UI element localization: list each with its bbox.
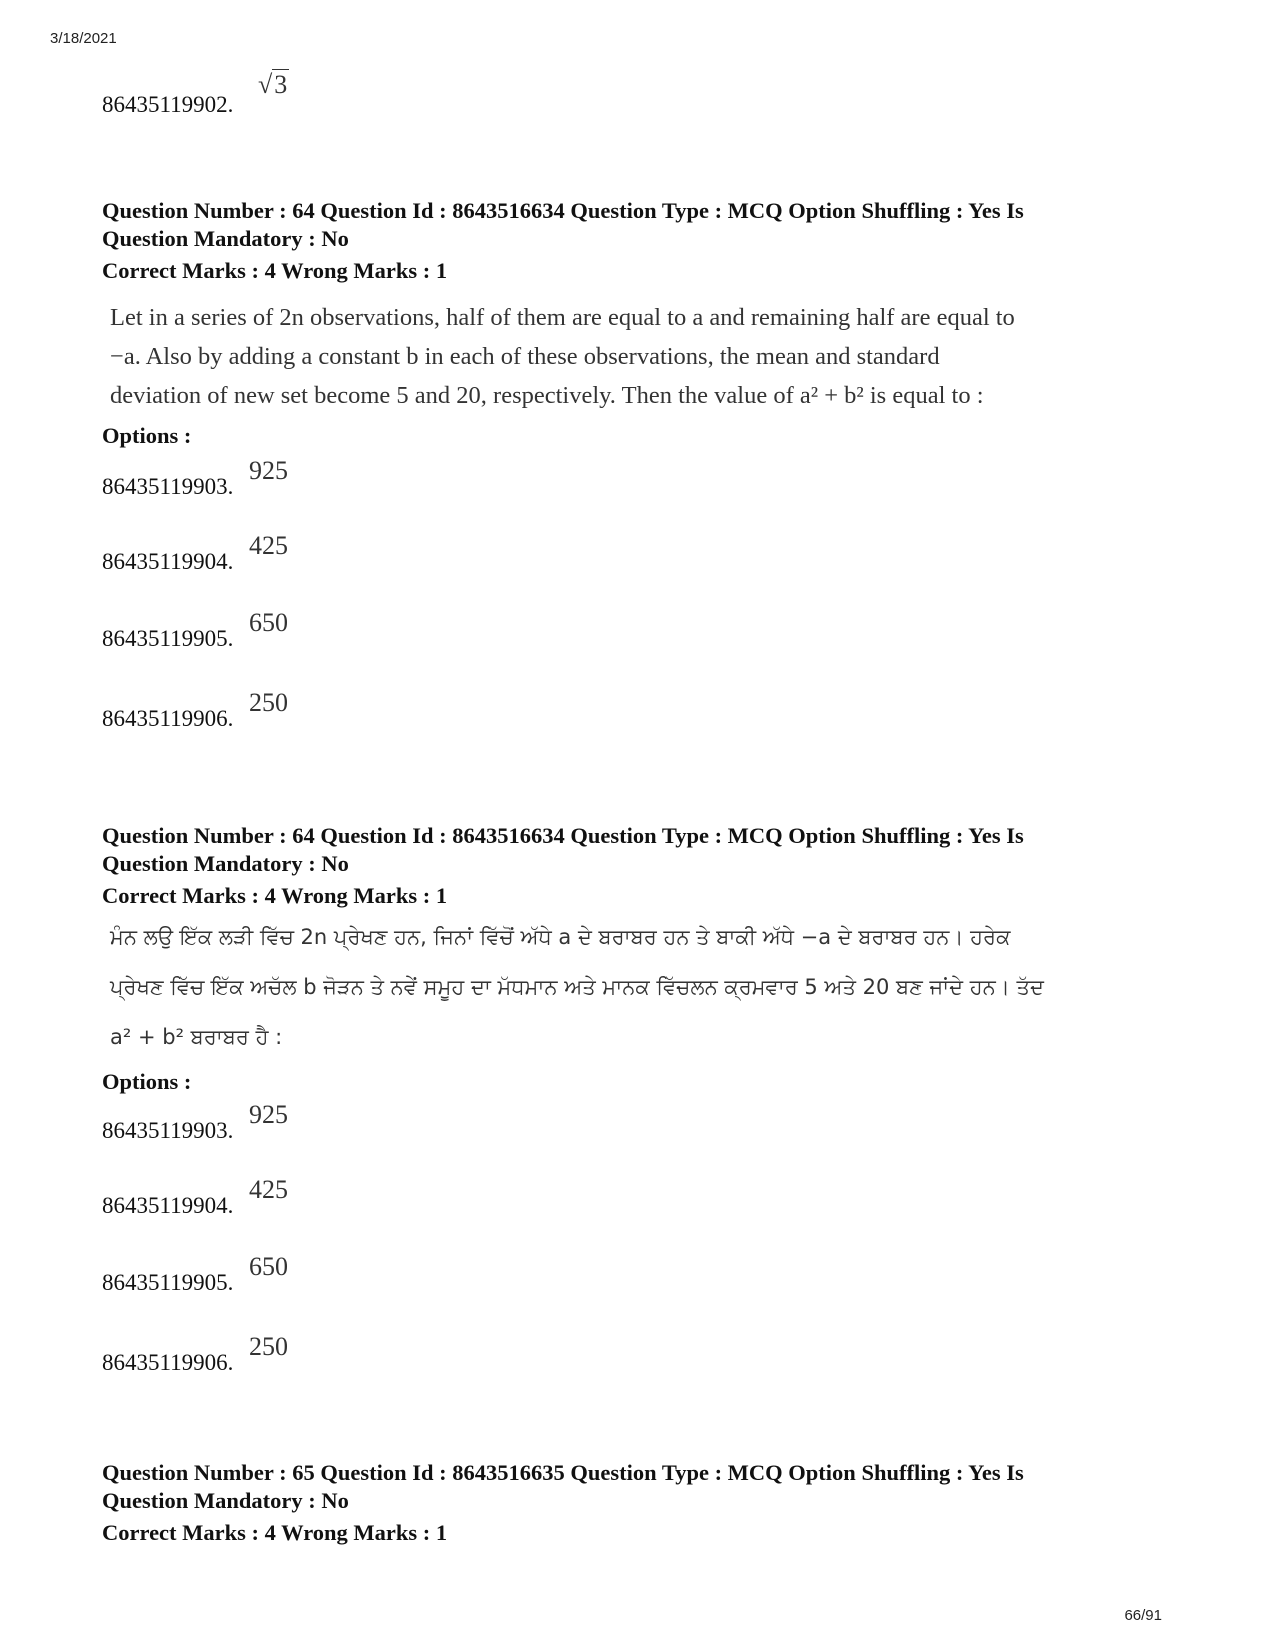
- option-value: 925: [249, 1100, 288, 1129]
- option-id: 86435119903.: [102, 1118, 234, 1143]
- option-row: [102, 1175, 502, 1233]
- option-value: 650: [249, 1252, 288, 1281]
- option-id: 86435119904.: [102, 549, 234, 574]
- option-row: [102, 1252, 502, 1310]
- question-meta-line2: Question Mandatory : No: [102, 1488, 349, 1513]
- option-id: 86435119905.: [102, 1270, 234, 1295]
- question-header: [102, 1459, 1182, 1515]
- options-label: Options :: [102, 1069, 192, 1094]
- question-text-line: deviation of new set become 5 and 20, respectively. Then the value of a² + b² is equal to :: [110, 382, 984, 409]
- option-row: [102, 608, 502, 666]
- option-id: 86435119905.: [102, 626, 234, 651]
- question-marks: Correct Marks : 4 Wrong Marks : 1: [102, 1520, 448, 1545]
- option-value: 425: [249, 1175, 288, 1204]
- question-meta-line1: Question Number : 64 Question Id : 8643516634 Question Type : MCQ Option Shuffling : Yes Is: [102, 198, 1024, 223]
- option-id: 86435119904.: [102, 1193, 234, 1218]
- option-value: 425: [249, 531, 288, 560]
- option-value: 250: [249, 688, 288, 717]
- question-text-line: Let in a series of 2n observations, half of them are equal to a and remaining half are equal to: [110, 304, 1015, 331]
- question-meta-line1: Question Number : 64 Question Id : 8643516634 Question Type : MCQ Option Shuffling : Yes Is: [102, 823, 1024, 848]
- question-text-line: ਪ੍ਰੇਖਣ ਵਿੱਚ ਇੱਕ ਅਚੱਲ b ਜੋੜਨ ਤੇ ਨਵੇਂ ਸਮੂਹ ਦਾ ਮੱਧਮਾਨ ਅਤੇ ਮਾਨਕ ਵਿੱਚਲਨ ਕ੍ਰਮਵਾਰ 5 ਅਤੇ 20 ਬਣ ਜਾਂਦੇ ਹਨ। ਤੱਦ: [110, 975, 1044, 999]
- option-row: [102, 92, 502, 132]
- question-header: [102, 822, 1182, 878]
- question-meta-line1: Question Number : 65 Question Id : 8643516635 Question Type : MCQ Option Shuffling : Yes Is: [102, 1460, 1024, 1485]
- option-value: 925: [249, 456, 288, 485]
- question-text: [110, 912, 1188, 1062]
- question-marks: Correct Marks : 4 Wrong Marks : 1: [102, 883, 448, 908]
- option-row: [102, 531, 502, 589]
- option-id: 86435119902.: [102, 92, 234, 117]
- print-date: 3/18/2021: [50, 30, 117, 47]
- question-meta-line2: Question Mandatory : No: [102, 851, 349, 876]
- page-number: 66/91: [1124, 1607, 1162, 1624]
- option-id: 86435119906.: [102, 706, 234, 731]
- option-id: 86435119903.: [102, 474, 234, 499]
- option-value: 650: [249, 608, 288, 637]
- option-id: 86435119906.: [102, 1350, 234, 1375]
- option-value: 250: [249, 1332, 288, 1361]
- question-text-line: ਮੰਨ ਲਉ ਇੱਕ ਲੜੀ ਵਿੱਚ 2n ਪ੍ਰੇਖਣ ਹਨ, ਜਿਨਾਂ ਵਿੱਚੋਂ ਅੱਧੇ a ਦੇ ਬਰਾਬਰ ਹਨ ਤੇ ਬਾਕੀ ਅੱਧੇ −a ਦੇ ਬਰਾਬਰ ਹਨ। ਹਰੇਕ: [110, 925, 1011, 949]
- question-marks: Correct Marks : 4 Wrong Marks : 1: [102, 258, 448, 283]
- question-text: [110, 298, 1188, 415]
- question-meta-line2: Question Mandatory : No: [102, 226, 349, 251]
- question-header: [102, 197, 1182, 253]
- option-row: [102, 1100, 502, 1158]
- option-row: [102, 688, 502, 746]
- sqrt-expression: √3: [258, 70, 288, 99]
- question-text-line: a² + b² ਬਰਾਬਰ ਹੈ :: [110, 1025, 283, 1049]
- option-row: [102, 456, 502, 514]
- question-text-line: −a. Also by adding a constant b in each of these observations, the mean and standard: [110, 343, 940, 370]
- option-row: [102, 1332, 502, 1390]
- options-label: Options :: [102, 423, 192, 448]
